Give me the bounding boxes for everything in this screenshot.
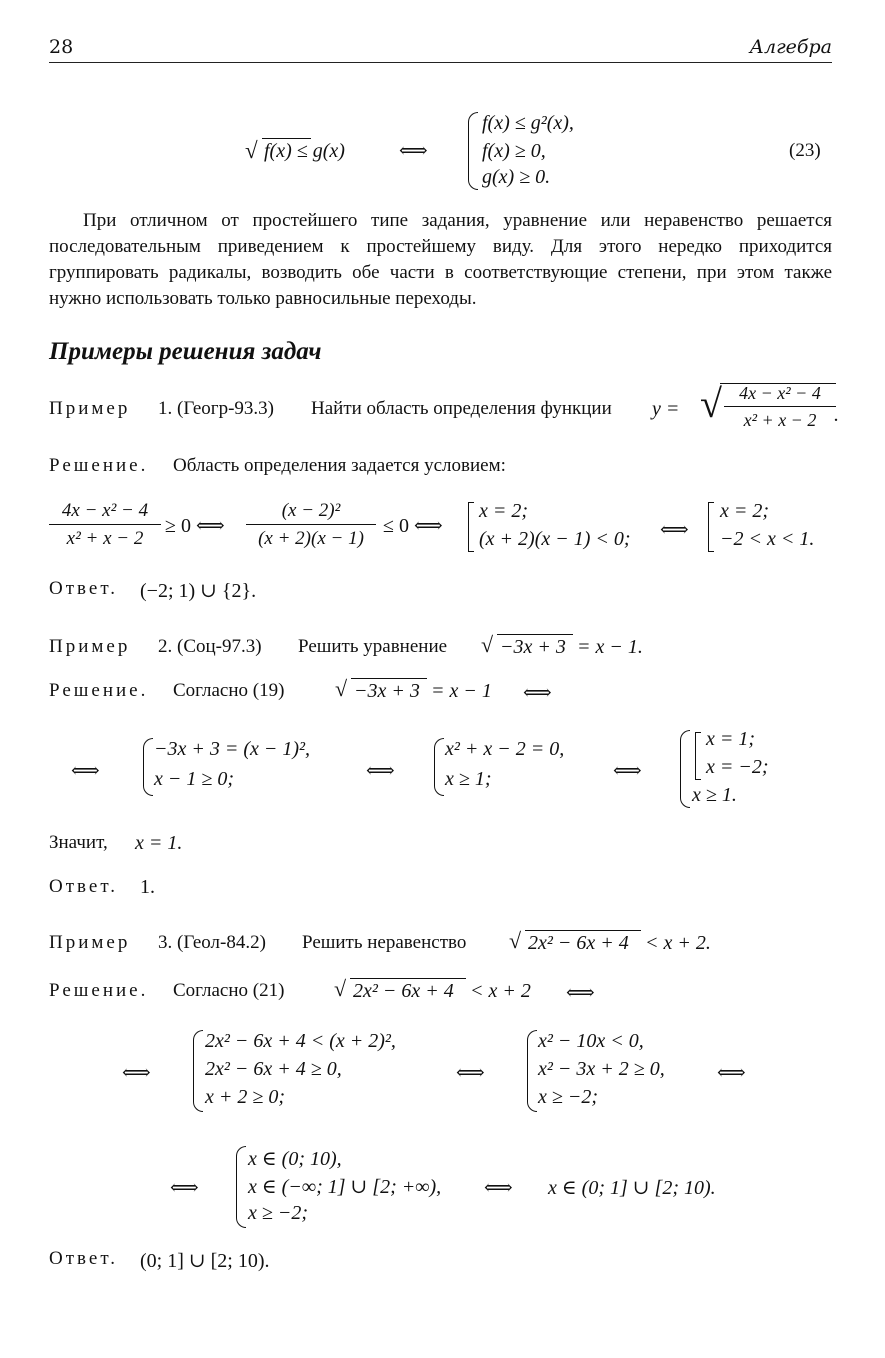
answer-label: Ответ.: [49, 578, 118, 599]
equivalence-arrow: ⟺: [399, 140, 428, 162]
equivalence-arrow: ⟺: [484, 1177, 513, 1199]
fraction: [724, 383, 836, 431]
fraction-bar: [246, 524, 376, 525]
system-line: x + 2 ≥ 0;: [205, 1086, 286, 1108]
radical-bar: [262, 138, 311, 139]
fraction: [246, 500, 376, 550]
solution-text: Область определения задается условием:: [173, 455, 506, 476]
radical-sign: √: [335, 676, 348, 701]
set-bracket: [468, 502, 474, 552]
solution-text: Согласно (19): [173, 680, 285, 701]
answer-value: (0; 1] ∪ [2; 10).: [140, 1250, 270, 1272]
equation-rhs: = x − 1: [431, 680, 492, 702]
system-brace: [468, 112, 478, 190]
system-line: f(x) ≥ 0,: [482, 140, 546, 162]
fraction-bar: [724, 406, 836, 407]
example-task: Решить неравенство: [302, 932, 467, 953]
fraction-denominator: x² + x − 2: [743, 410, 817, 431]
y-equals: y =: [652, 398, 680, 420]
conclusion-label: Значит,: [49, 832, 108, 853]
system-brace: [527, 1030, 537, 1112]
system-line: x ≥ 1;: [445, 768, 492, 790]
formula-23-lhs: f(x) ≤ g(x): [264, 140, 345, 162]
equation-number: (23): [789, 140, 821, 161]
answer-value: 1.: [140, 876, 155, 898]
answer-label: Ответ.: [49, 1248, 118, 1269]
solution-label: Решение.: [49, 980, 149, 1001]
system-line: x² − 3x + 2 ≥ 0,: [538, 1058, 665, 1080]
solution-text: Согласно (21): [173, 980, 285, 1001]
intro-paragraph: При отличном от простейшего типе задания, уравнение или неравенство решается последовательным приведением к простейшему виду. Для этого нередко приходится группировать радикалы, возводить обе части в соответствующие степени, при этом также нужно использовать только равносильные переходы.: [49, 210, 832, 309]
radicand: 2x² − 6x + 4: [353, 980, 454, 1002]
set-line: x = 2;: [479, 500, 529, 522]
system-brace: [143, 738, 153, 796]
radicand: −3x + 3: [500, 636, 566, 658]
radical-sign: √: [700, 381, 722, 426]
radical-bar: [350, 978, 466, 979]
set-line: (x + 2)(x − 1) < 0;: [479, 528, 631, 550]
equivalence-arrow: ⟺: [456, 1062, 485, 1084]
equivalence-arrow: ⟺: [566, 982, 595, 1004]
example-number: 1. (Геогр-93.3): [158, 398, 274, 419]
radical-sign: √: [481, 632, 494, 657]
set-line: x = −2;: [706, 756, 769, 778]
set-line: x = 1;: [706, 728, 756, 750]
equation-rhs: < x + 2: [470, 980, 531, 1002]
fraction-denominator: x² + x − 2: [66, 528, 144, 550]
system-line: x ∈ (0; 10),: [248, 1148, 342, 1170]
fraction-denominator: (x + 2)(x − 1): [258, 528, 364, 550]
equivalence-arrow: ⟺: [170, 1177, 199, 1199]
fraction-numerator: (x − 2)²: [281, 500, 341, 521]
system-line: x² − 10x < 0,: [538, 1030, 644, 1052]
radical-bar: [497, 634, 573, 635]
equivalence-arrow: ⟺: [366, 760, 395, 782]
system-line: x − 1 ≥ 0;: [154, 768, 235, 790]
system-line: 2x² − 6x + 4 ≥ 0,: [205, 1058, 342, 1080]
set-bracket: [695, 732, 701, 780]
running-title: Алгебра: [749, 36, 832, 58]
set-line: −2 < x < 1.: [720, 528, 815, 550]
answer-value: (−2; 1) ∪ {2}.: [140, 580, 257, 602]
fraction-numerator: 4x − x² − 4: [61, 500, 149, 521]
fraction-bar: [49, 524, 161, 525]
conclusion-value: x = 1.: [135, 832, 183, 854]
section-title: Примеры решения задач: [49, 338, 322, 365]
system-line: x ≥ −2;: [538, 1086, 599, 1108]
solution-label: Решение.: [49, 455, 149, 476]
system-line: f(x) ≤ g²(x),: [482, 112, 574, 134]
radical-bar: [351, 678, 427, 679]
system-line: x² + x − 2 = 0,: [445, 738, 565, 760]
fraction-numerator: 4x − x² − 4: [739, 383, 821, 403]
relation: ≤ 0 ⟺: [383, 515, 443, 537]
system-line: 2x² − 6x + 4 < (x + 2)²,: [205, 1030, 396, 1052]
answer-label: Ответ.: [49, 876, 118, 897]
example-label: Пример: [49, 932, 131, 953]
equation-rhs: < x + 2.: [645, 932, 711, 954]
system-brace: [236, 1146, 246, 1228]
system-line: x ≥ 1.: [692, 784, 737, 806]
equivalence-arrow: ⟺: [523, 682, 552, 704]
radicand: 2x² − 6x + 4: [528, 932, 629, 954]
radical-bar: [525, 930, 641, 931]
radicand: −3x + 3: [354, 680, 420, 702]
equivalence-arrow: ⟺: [660, 519, 689, 541]
radical-sign: √: [509, 928, 522, 953]
system-line: −3x + 3 = (x − 1)²,: [154, 738, 311, 760]
example-number: 3. (Геол-84.2): [158, 932, 266, 953]
set-bracket: [708, 502, 714, 552]
equivalence-arrow: ⟺: [122, 1062, 151, 1084]
set-line: x = 2;: [720, 500, 770, 522]
example-task: Решить уравнение: [298, 636, 448, 657]
equivalence-arrow: ⟺: [613, 760, 642, 782]
equivalence-arrow: ⟺: [717, 1062, 746, 1084]
system-line: x ∈ (−∞; 1] ∪ [2; +∞),: [248, 1176, 442, 1198]
page-number: 28: [49, 36, 74, 58]
system-brace: [680, 730, 690, 808]
period: .: [834, 404, 839, 426]
system-brace: [434, 738, 444, 796]
system-line: g(x) ≥ 0.: [482, 166, 551, 188]
system-line: x ≥ −2;: [248, 1202, 309, 1224]
radical-sign: √: [245, 138, 258, 163]
example-number: 2. (Соц-97.3): [158, 636, 262, 657]
fraction: [49, 500, 161, 550]
final-result: x ∈ (0; 1] ∪ [2; 10).: [548, 1177, 716, 1199]
example-label: Пример: [49, 398, 131, 419]
system-brace: [193, 1030, 203, 1112]
radical-sign: √: [334, 976, 347, 1001]
equivalence-arrow: ⟺: [71, 760, 100, 782]
relation: ≥ 0 ⟺: [165, 515, 225, 537]
equation-rhs: = x − 1.: [577, 636, 643, 658]
solution-label: Решение.: [49, 680, 149, 701]
example-task: Найти область определения функции: [311, 398, 612, 419]
example-label: Пример: [49, 636, 131, 657]
header-rule: [49, 62, 832, 63]
